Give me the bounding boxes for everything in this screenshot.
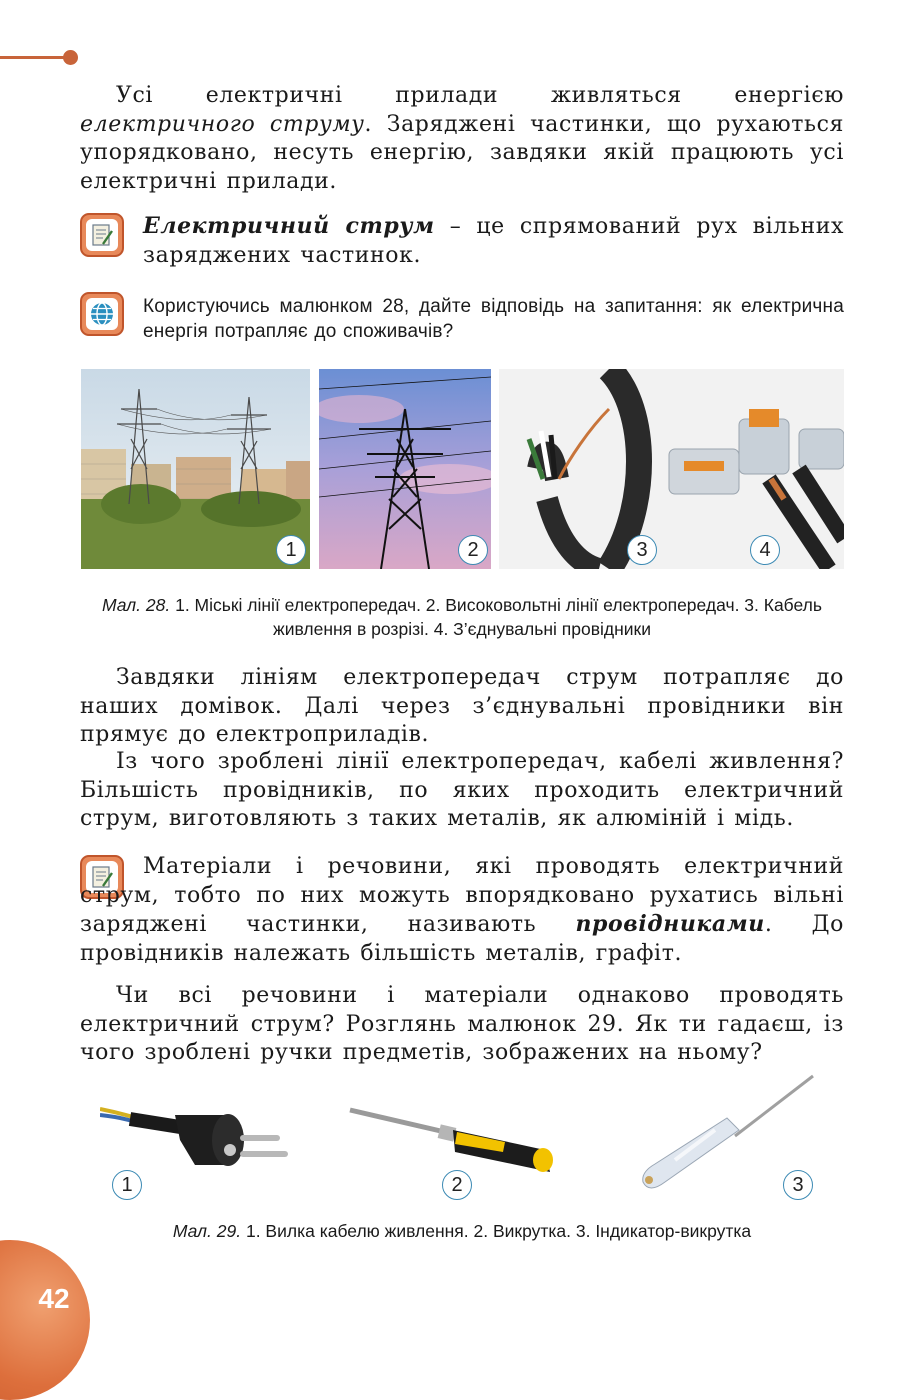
notebook-icon (80, 213, 124, 257)
term-electric-current: Електричний струм (143, 213, 435, 239)
globe-icon (80, 292, 124, 336)
definition-text: – це спрямований рух вільних заряджених частинок. (143, 214, 844, 268)
figure29-number-3: 3 (783, 1170, 813, 1200)
page-number-badge (0, 1240, 90, 1400)
figure28-number-3: 3 (627, 535, 657, 565)
top-decoration-dot (63, 50, 78, 65)
figure29-caption-text: 1. Вилка кабелю живлення. 2. Викрутка. 3. Індикатор-викрутка (241, 1221, 752, 1241)
photo-cable-and-connectors (499, 369, 844, 569)
paragraph-materials: Із чого зроблені лінії електропередач, кабелі живлення? Більшість провідників, по яких проходить електричний струм, виготовляють з таких металів, як алюміній і мідь. (80, 749, 844, 831)
question-figure-29: Чи всі речовини і матеріали однаково проводять електричний струм? Розглянь малюнок 29. Як ти гадаєш, із чого зроблені ручки предметів, зображених на ньому? (80, 983, 844, 1065)
conductors-text-2: . До провідників належать більшість металів, графіт. (80, 912, 844, 966)
figure28-number-2: 2 (458, 535, 488, 565)
intro-text-1: Усі електричні прилади живляться енергією (116, 83, 844, 108)
figure28-number-1: 1 (276, 535, 306, 565)
page-number: 42 (38, 1283, 70, 1314)
figure28-caption-label: Мал. 28. (102, 595, 171, 615)
photo-city-power-lines (81, 369, 310, 569)
figure28-caption-text: 1. Міські лінії електропередач. 2. Високовольтні лінії електропередач. 3. Кабель живлення в розрізі. 4. З’єднувальні провідники (170, 595, 822, 639)
term-conductors: провідниками (575, 911, 765, 937)
figure29-caption (80, 1219, 844, 1243)
top-decoration-line (0, 56, 66, 59)
conductors-text-1: Матеріали і речовини, які проводять електричний струм, тобто по них можуть впорядковано рухатись вільні заряджені частинки, називають (80, 854, 844, 937)
image-screwdriver (345, 1090, 560, 1180)
paragraph-power-lines: Завдяки лініям електропередач струм потрапляє до наших домівок. Далі через з’єднувальні провідники він прямує до електроприладів. (80, 665, 844, 747)
figure28-caption (84, 593, 840, 641)
figure28-number-4: 4 (750, 535, 780, 565)
intro-paragraph (80, 82, 844, 196)
figure29-number-2: 2 (442, 1170, 472, 1200)
question-figure-28 (143, 294, 844, 344)
definition-electric-current (143, 212, 844, 270)
definition-conductors (80, 853, 844, 968)
intro-text-2: . Заряджені частинки, що рухаються упорядковано, несуть енергію, завдяки якій працюють усі електричні прилади. (80, 111, 844, 194)
intro-emphasis: електричного струму (80, 111, 365, 137)
figure29-caption-label: Мал. 29. (172, 1221, 242, 1241)
question-text: Користуючись малюнком 28, дайте відповідь на запитання: як електрична енергія потрапляє до споживачів? (143, 296, 844, 342)
figure29-number-1: 1 (112, 1170, 142, 1200)
